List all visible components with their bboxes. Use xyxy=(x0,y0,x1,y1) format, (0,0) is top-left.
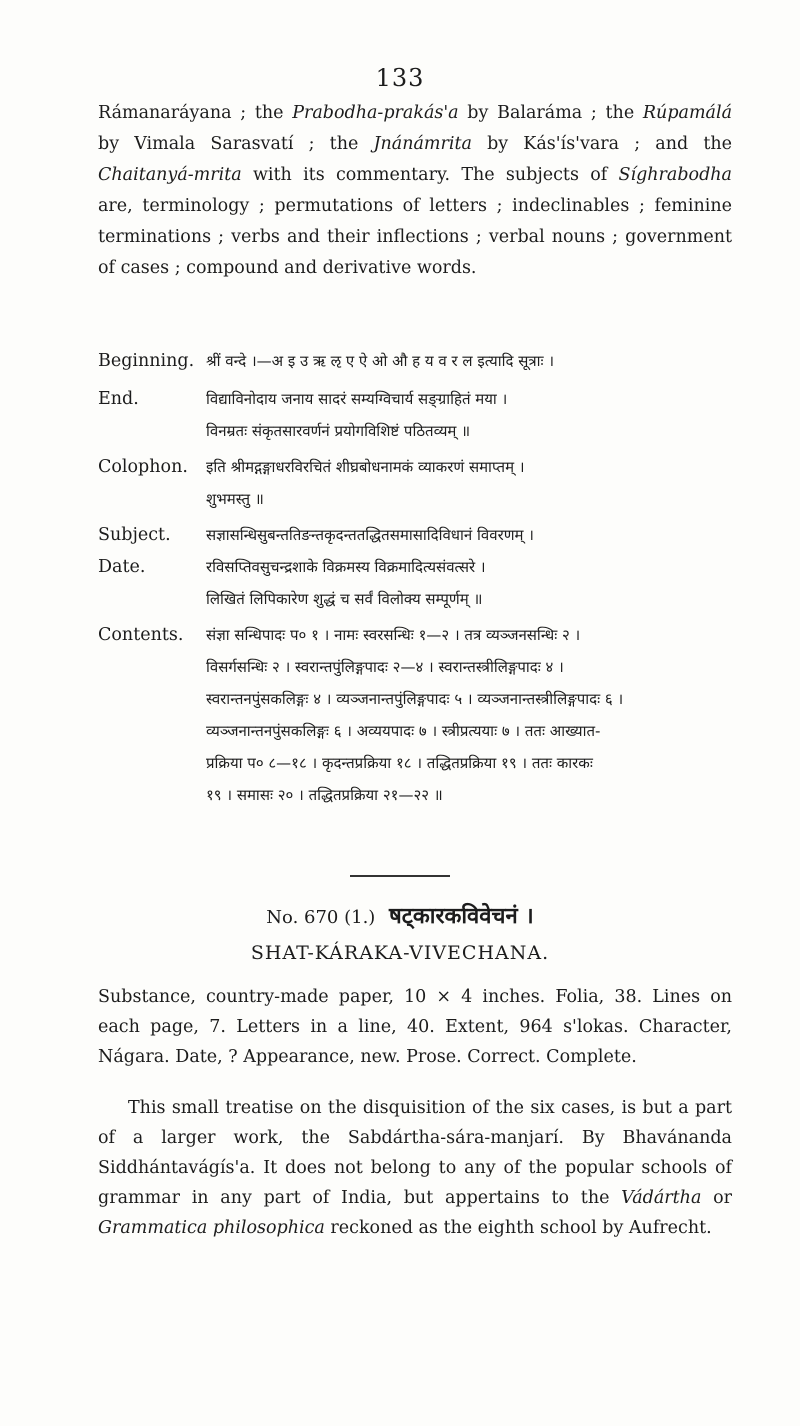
entry-description xyxy=(98,1093,732,1243)
date-row xyxy=(98,551,738,615)
body-text: This small treatise on the disquisition of the six cases, is but a part of a larger work, the Sabdártha-sára-manjarí. By Bhavánanda Siddhántavágís'a. It does not belong to any of the popular schools of grammar in any part of India, but appertains to the xyxy=(98,1098,732,1208)
intro-text: are, terminology ; permutations of letters ; indeclinables ; feminine terminations ; verbs and their inflections ; verbal nouns ; government of cases ; compound and derivative words. xyxy=(98,196,732,278)
beginning-row xyxy=(98,345,738,377)
entry-heading xyxy=(0,900,800,930)
intro-text: by Vimala Sarasvatí ; the xyxy=(98,134,374,154)
colophon-label: Colophon. xyxy=(98,457,188,477)
intro-text: Rámanaráyana ; the xyxy=(98,103,293,123)
beginning-label: Beginning. xyxy=(98,351,195,371)
contents-value-line: व्यञ्जनान्तनपुंसकलिङ्गः ६ । अव्ययपादः ७ । स्त्रीप्रत्ययाः ७ । ततः आख्यात- xyxy=(206,722,601,740)
contents-value-line: विसर्गसन्धिः २ । स्वरान्तपुंलिङ्गपादः २—४ । स्वरान्तस्त्रीलिङ्गपादः ४ । xyxy=(206,658,564,676)
colophon-value-line: इति श्रीमद्गङ्गाधरविरचितं शीघ्रबोधनामकं व्याकरणं समाप्तम् । xyxy=(206,458,525,476)
intro-title: Chaitanyá-mrita xyxy=(98,165,242,185)
end-value-line: विद्याविनोदाय जनाय सादरं सम्यग्विचार्य सङ्ग्राहितं मया । xyxy=(206,390,508,408)
entry-sanskrit-title: षट्कारकविवेचनं । xyxy=(389,904,534,929)
date-value-line: रविसप्तिवसुचन्द्रशाके विक्रमस्य विक्रमादित्यसंवत्सरे । xyxy=(206,558,486,576)
entry-details: Substance, country-made paper, 10 × 4 inches. Folia, 38. Lines on each page, 7. Letters in a line, 40. Extent, 964 s'lokas. Character, Nágara. Date, ? Appearance, new. Prose. Correct. Complete. xyxy=(98,987,732,1067)
intro-text: by Balaráma ; the xyxy=(458,103,643,123)
colophon-value-line: शुभमस्तु ॥ xyxy=(206,490,264,508)
intro-title: Prabodha-prakás'a xyxy=(292,103,459,123)
subject-value: सज्ञासन्धिसुबन्ततिङन्तकृदन्ततद्धितसमासादिविधानं विवरणम् । xyxy=(206,526,534,544)
contents-row xyxy=(98,619,738,811)
end-value-line: विनम्रतः संकृतसारवर्णनं प्रयोगविशिष्टं पठितव्यम् ॥ xyxy=(206,422,471,440)
contents-label: Contents. xyxy=(98,625,184,645)
subject-label: Subject. xyxy=(98,525,171,545)
intro-text: with its commentary. The subjects of xyxy=(241,165,619,185)
manuscript-metadata xyxy=(98,345,738,811)
colophon-row xyxy=(98,451,738,515)
entry-number: No. 670 (1.) xyxy=(266,907,376,928)
contents-value-line: संज्ञा सन्धिपादः प० १ । नामः स्वरसन्धिः १—२ । तत्र व्यञ्जनसन्धिः २ । xyxy=(206,626,581,644)
contents-value-line: स्वरान्तनपुंसकलिङ्गः ४ । व्यञ्जनान्तपुंलिङ्गपादः ५ । व्यञ्जनान्तस्त्रीलिङ्गपादः ६ । xyxy=(206,690,624,708)
intro-title: Rúpamálá xyxy=(642,103,733,123)
section-divider xyxy=(350,875,450,877)
page-number: 133 xyxy=(375,64,425,92)
body-text: or xyxy=(701,1188,732,1208)
intro-title: Síghrabodha xyxy=(618,165,732,185)
intro-title: Jnánámrita xyxy=(373,134,472,154)
end-row xyxy=(98,383,738,447)
date-value-line: लिखितं लिपिकारेण शुद्धं च सर्वं विलोक्य सम्पूर्णम् ॥ xyxy=(206,590,483,608)
subject-row xyxy=(98,519,738,551)
body-text: reckoned as the eighth school by Aufrecht. xyxy=(324,1218,712,1238)
contents-value-line: प्रक्रिया प० ८—१८ । कृदन्तप्रक्रिया १८ । तद्धितप्रक्रिया १९ । ततः कारकः xyxy=(206,754,593,772)
beginning-value: श्रीं वन्दे ।—अ इ उ ऋ ऌ ए ऐ ओ औ ह य व र ल इत्यादि सूत्राः । xyxy=(206,352,555,370)
end-label: End. xyxy=(98,389,139,409)
body-italic: Vádártha xyxy=(621,1188,702,1208)
date-label: Date. xyxy=(98,557,146,577)
entry-title: SHAT-KÁRAKA-VIVECHANA. xyxy=(250,942,550,964)
intro-text: by Kás'ís'vara ; and the xyxy=(471,134,732,154)
intro-paragraph xyxy=(98,98,732,284)
contents-value-line: १९ । समासः २० । तद्धितप्रक्रिया २१—२२ ॥ xyxy=(206,786,443,804)
body-italic: Grammatica philosophica xyxy=(98,1218,325,1238)
